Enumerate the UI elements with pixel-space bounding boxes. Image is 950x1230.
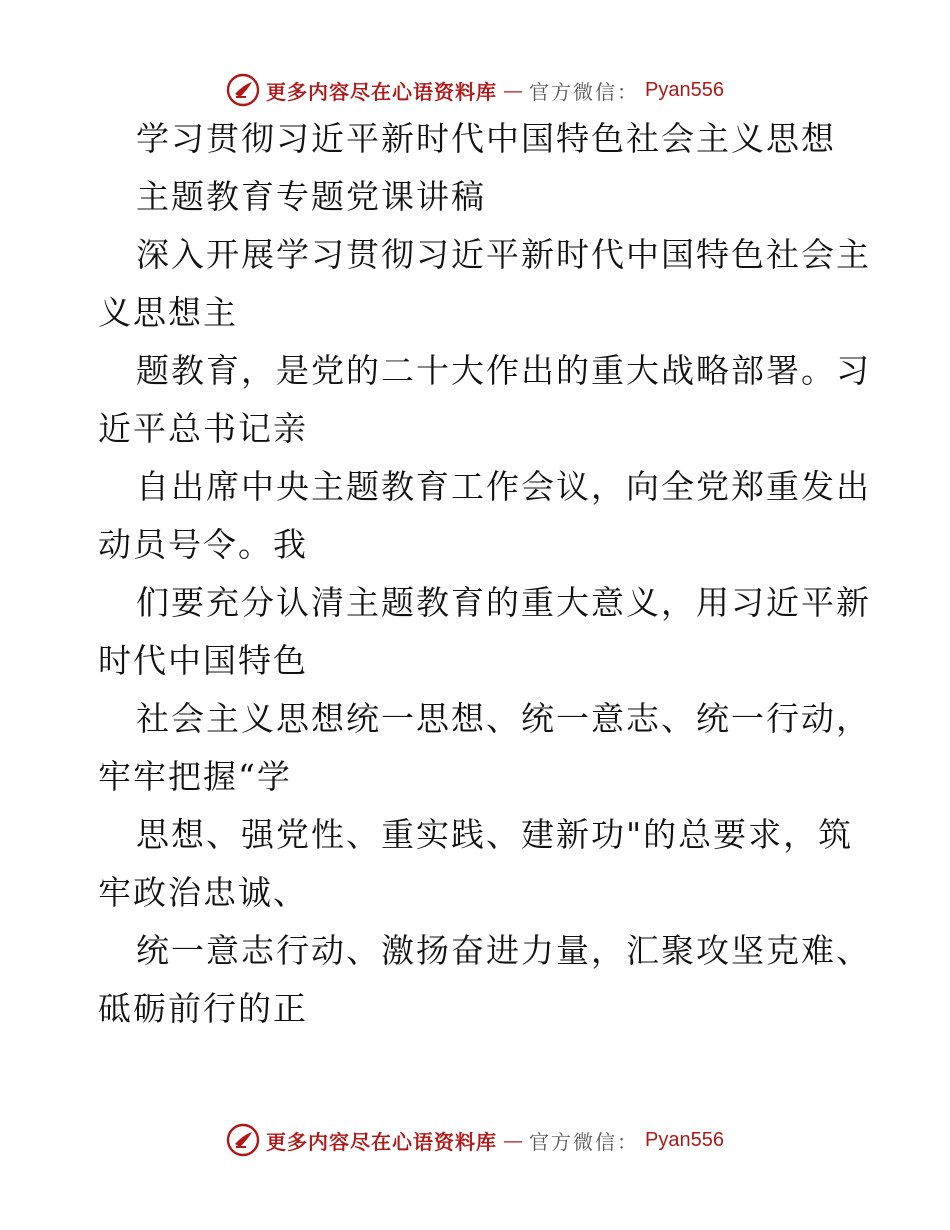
header-banner-separator: — bbox=[503, 78, 524, 102]
paragraph-line: 统一意志行动、激扬奋进力量，汇聚攻坚克难、 bbox=[136, 931, 871, 970]
paragraph-line: 题教育，是党的二十大作出的重大战略部署。习 bbox=[136, 351, 871, 390]
footer-banner-text: 更多内容尽在心语资料库 bbox=[266, 1129, 498, 1154]
paragraph-line: 思想、强党性、重实践、建新功"的总要求，筑 bbox=[136, 815, 854, 854]
header-wechat-label: 官方微信： bbox=[529, 79, 640, 104]
paragraph-line: 动员号令。我 bbox=[98, 525, 308, 564]
paragraph-line: 砥砺前行的正 bbox=[98, 989, 308, 1028]
paragraph-line: 牢牢把握“学 bbox=[98, 757, 292, 796]
red-seal-book-icon bbox=[226, 73, 260, 107]
header-banner-content bbox=[226, 73, 724, 107]
document-body bbox=[98, 119, 871, 1050]
header-wechat-id: Pyan556 bbox=[645, 78, 724, 101]
paragraph-line: 近平总书记亲 bbox=[98, 409, 308, 448]
paragraph-line: 时代中国特色 bbox=[98, 641, 308, 680]
title-line-2: 主题教育专题党课讲稿 bbox=[136, 177, 486, 216]
footer-banner bbox=[0, 1120, 950, 1160]
header-banner bbox=[0, 70, 950, 110]
footer-wechat-label: 官方微信： bbox=[529, 1129, 640, 1154]
header-banner-text: 更多内容尽在心语资料库 bbox=[266, 79, 498, 104]
title-line-1: 学习贯彻习近平新时代中国特色社会主义思想 bbox=[136, 119, 836, 158]
footer-banner-content bbox=[226, 1123, 724, 1157]
paragraph-line: 社会主义思想统一思想、统一意志、统一行动， bbox=[136, 699, 871, 738]
paragraph-line: 深入开展学习贯彻习近平新时代中国特色社会主 bbox=[136, 235, 871, 274]
footer-wechat-id: Pyan556 bbox=[645, 1128, 724, 1151]
paragraph-line: 牢政治忠诚、 bbox=[98, 873, 308, 912]
paragraph-line: 自出席中央主题教育工作会议，向全党郑重发出 bbox=[136, 467, 871, 506]
paragraph-line: 义思想主 bbox=[98, 293, 238, 332]
footer-banner-separator: — bbox=[503, 1128, 524, 1152]
paragraph-line: 们要充分认清主题教育的重大意义，用习近平新 bbox=[136, 583, 871, 622]
red-seal-book-icon bbox=[226, 1123, 260, 1157]
